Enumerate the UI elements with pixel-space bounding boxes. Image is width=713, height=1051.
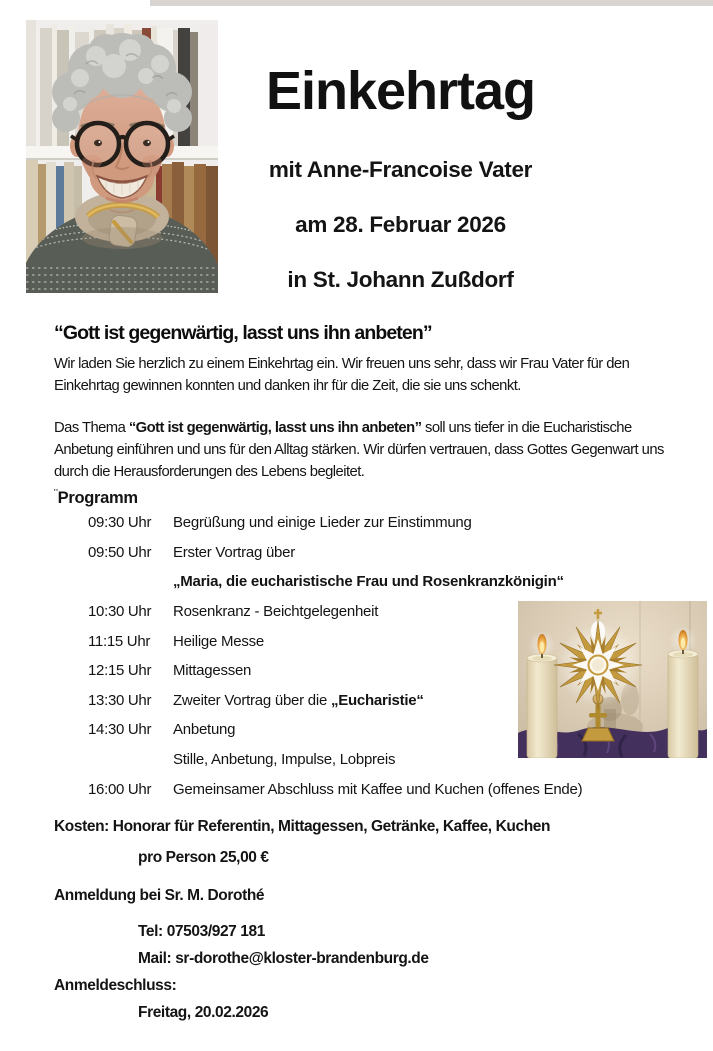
program-description <box>173 751 395 768</box>
text-segment: soll uns tiefer in die Eucharistische <box>421 420 632 437</box>
text-segment: durch die Herausforderungen des Lebens begleitet. <box>54 463 365 480</box>
program-description <box>173 692 424 709</box>
program-heading <box>54 488 138 508</box>
program-description <box>173 662 251 679</box>
text-segment: Anmeldung bei Sr. M. Dorothé <box>54 887 265 904</box>
text-segment: Tel: 07503/927 181 <box>138 923 265 940</box>
text-segment: Gemeinsamer Abschluss mit Kaffee und Kuchen (offenes Ende) <box>173 780 583 798</box>
text-line <box>54 816 702 837</box>
program-time: 09:30 Uhr <box>88 514 152 531</box>
program-description <box>173 633 264 650</box>
monstrance-illustration <box>518 601 707 758</box>
left-candle <box>527 631 557 758</box>
text-line <box>54 921 702 942</box>
text-segment: Kosten: Honorar für Referentin, Mittagessen, Getränke, Kaffee, Kuchen <box>54 818 551 835</box>
program-row <box>54 573 694 603</box>
text-segment: Das Thema <box>54 420 129 437</box>
text-line <box>54 847 702 868</box>
program-description <box>173 514 472 531</box>
text-segment: Zweiter Vortrag über die <box>173 691 331 709</box>
program-time: 13:30 Uhr <box>88 691 152 709</box>
program-row <box>54 544 694 574</box>
text-segment: “Gott ist gegenwärtig, lasst uns ihn anbeten” <box>128 420 422 437</box>
program-heading-text: Programm <box>57 489 138 507</box>
text-segment: Mittagessen <box>173 662 252 680</box>
text-segment: Heilige Messe <box>173 632 264 650</box>
program-time: 09:50 Uhr <box>88 543 152 561</box>
text-line <box>54 462 694 484</box>
page-title: Einkehrtag <box>265 61 536 121</box>
text-line <box>54 975 702 996</box>
program-time: 14:30 Uhr <box>88 721 152 739</box>
text-segment: Erster Vortrag über <box>173 543 295 561</box>
intro-section <box>54 320 694 484</box>
text-line <box>54 885 702 906</box>
program-description <box>173 573 564 590</box>
subtitle-date: am 28. Februar 2026 <box>295 212 506 237</box>
text-line <box>54 354 694 376</box>
program-time: 11:15 Uhr <box>88 632 151 650</box>
footer-info <box>54 816 702 1023</box>
text-line <box>54 440 694 462</box>
text-line <box>54 418 694 440</box>
program-description <box>173 603 378 620</box>
program-heading-mark: ¨ <box>54 488 58 500</box>
theme-quote-heading: “Gott ist gegenwärtig, lasst uns ihn anbeten” <box>54 322 432 344</box>
intro-paragraph-2 <box>54 418 694 483</box>
text-segment: Wir laden Sie herzlich zu einem Einkehrtag ein. Wir freuen uns sehr, dass wir Frau Vater für den <box>54 356 630 372</box>
program-time: 16:00 Uhr <box>88 780 152 798</box>
text-segment: Anmeldeschluss: <box>54 977 177 994</box>
text-segment: „Eucharistie“ <box>331 691 424 709</box>
program-description <box>173 721 235 738</box>
program-time: 10:30 Uhr <box>88 602 152 620</box>
text-segment: Begrüßung und einige Lieder zur Einstimmung <box>173 514 472 531</box>
text-segment: Stille, Anbetung, Impulse, Lobpreis <box>173 751 396 769</box>
text-segment: pro Person 25,00 € <box>138 849 269 866</box>
text-segment: „Maria, die eucharistische Frau und Rosenkranzkönigin“ <box>173 573 564 591</box>
text-line <box>54 948 702 969</box>
program-description <box>173 781 582 798</box>
program-description <box>173 544 295 561</box>
text-segment: Mail: sr-dorothe@kloster-brandenburg.de <box>138 950 429 967</box>
text-segment: Anbetung einführen und uns für den Alltag stärken. Wir dürfen vertrauen, dass Gottes Gegenwart uns <box>54 442 664 459</box>
flyer-header <box>88 58 713 294</box>
right-candle <box>668 626 698 758</box>
text-line <box>54 1002 702 1023</box>
program-row <box>54 781 694 811</box>
subtitle-speaker: mit Anne-Francoise Vater <box>268 157 533 182</box>
monstrance-photo <box>518 601 707 758</box>
program-time: 12:15 Uhr <box>88 662 152 680</box>
program-row <box>54 514 694 544</box>
subtitle-location: in St. Johann Zußdorf <box>287 267 514 292</box>
text-segment: Freitag, 20.02.2026 <box>138 1004 269 1021</box>
scan-artifact-strip <box>150 0 713 6</box>
intro-paragraph-1 <box>54 354 694 397</box>
text-segment: Einkehrtag gewinnen konnten und danken ihr für die Zeit, die sie uns schenkt. <box>54 377 521 394</box>
text-segment: Anbetung <box>173 721 236 739</box>
text-line <box>54 376 694 398</box>
text-segment: Rosenkranz - Beichtgelegenheit <box>173 602 379 620</box>
